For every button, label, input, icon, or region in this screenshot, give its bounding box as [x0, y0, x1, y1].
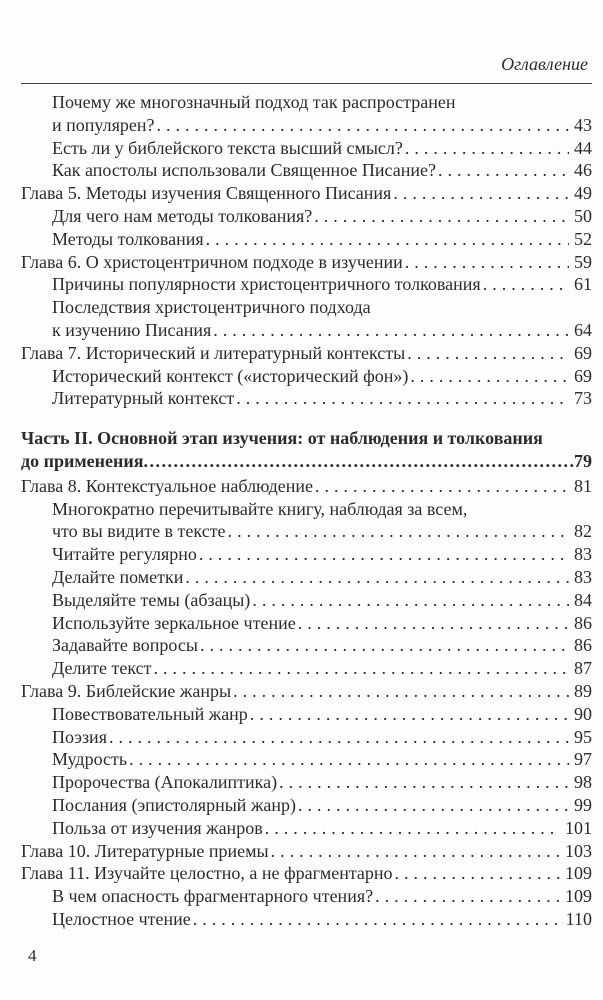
header-rule [21, 83, 592, 84]
toc-subsection-entry [21, 498, 592, 544]
toc-subsection-entry [21, 365, 592, 388]
toc-chapter-entry [21, 251, 592, 274]
leader-dots [198, 634, 569, 657]
toc-subsection-entry [21, 748, 592, 771]
toc-subsection-entry [21, 794, 592, 817]
toc-entry-label: В чем опасность фрагментарного чтения? [52, 886, 374, 907]
toc-subsection-entry [21, 273, 592, 296]
toc-entry-page: 73 [574, 388, 592, 409]
toc-entry-label: Как апостолы использовали Священное Писание? [52, 160, 436, 181]
toc-line [52, 273, 592, 296]
toc-entry-page: 98 [574, 772, 592, 793]
toc-subsection-entry [21, 543, 592, 566]
toc-entry-label: Пророчества (Апокалиптика) [52, 772, 278, 793]
toc-entry-label: Глава 9. Библейские жанры [21, 680, 232, 701]
toc-subsection-entry [21, 387, 592, 410]
toc-subsection-entry [21, 137, 592, 160]
toc-entry-page: 83 [574, 566, 592, 587]
toc-entry-label: Делайте пометки [52, 566, 184, 587]
leader-dots [226, 520, 569, 543]
toc-entry-page: 81 [574, 475, 592, 496]
toc-entry-page: 52 [574, 228, 592, 249]
toc-line [21, 862, 592, 885]
toc-entry-label: Мудрость [52, 749, 128, 770]
toc-entry-label: Задавайте вопросы [52, 635, 198, 656]
toc-line [52, 726, 592, 749]
toc-entry-label: Читайте регулярно [52, 544, 197, 565]
toc-entry-label: что вы видите в тексте [52, 521, 226, 542]
toc-entry-label: Делите текст [52, 658, 152, 679]
toc-entry-label: Глава 10. Литературные приемы [21, 840, 269, 861]
toc-entry-page: 82 [574, 521, 592, 542]
page-number: 4 [28, 946, 37, 965]
toc-list [21, 91, 592, 931]
toc-entry-page: 49 [574, 183, 592, 204]
leader-dots [154, 114, 569, 137]
toc-line [52, 703, 592, 726]
toc-entry-label: Исторический контекст («исторический фон») [52, 365, 409, 386]
leader-dots [312, 205, 569, 228]
toc-entry-page: 103 [565, 840, 592, 861]
toc-entry-label: к изучению Писания [52, 319, 212, 340]
toc-line [52, 794, 592, 817]
toc-entry-page: 97 [574, 749, 592, 770]
toc-entry-label: Выделяйте темы (абзацы) [52, 589, 251, 610]
toc-line [52, 159, 592, 182]
leader-dots [127, 748, 569, 771]
toc-line [21, 840, 592, 863]
leader-dots [197, 543, 569, 566]
toc-line [52, 137, 592, 160]
toc-line [52, 634, 592, 657]
toc-line [52, 885, 592, 908]
toc-entry-page: 109 [565, 886, 592, 907]
toc-entry-page: 101 [565, 817, 592, 838]
toc-subsection-entry [21, 205, 592, 228]
leader-dots [436, 159, 569, 182]
toc-chapter-entry [21, 475, 592, 498]
leader-dots [234, 387, 569, 410]
toc-subsection-entry [21, 296, 592, 342]
toc-line [52, 908, 592, 931]
toc-entry-page: 89 [574, 680, 592, 701]
toc-entry-page: 109 [565, 863, 592, 884]
leader-dots [277, 771, 569, 794]
toc-line [52, 205, 592, 228]
leader-dots [231, 680, 569, 703]
toc-line [52, 387, 592, 410]
toc-line [52, 566, 592, 589]
toc-subsection-entry [21, 726, 592, 749]
toc-entry-page: 79 [574, 450, 592, 471]
toc-line [52, 589, 592, 612]
toc-entry-label: Глава 5. Методы изучения Священного Писания [21, 183, 392, 204]
toc-line [52, 319, 592, 342]
toc-subsection-entry [21, 885, 592, 908]
toc-entry-label: Повествовательный жанр [52, 703, 248, 724]
toc-chapter-entry [21, 182, 592, 205]
leader-dots [269, 840, 560, 863]
toc-line [52, 520, 592, 543]
toc-entry-label: Методы толкования [52, 228, 204, 249]
toc-entry-label: Целостное чтение [52, 908, 191, 929]
leader-dots [313, 475, 569, 498]
leader-dots [408, 365, 569, 388]
toc-entry-label: Глава 6. О христоцентричном подходе в изучении [21, 251, 403, 272]
toc-entry-page: 50 [574, 205, 592, 226]
toc-subsection-entry [21, 908, 592, 931]
toc-entry-page: 83 [574, 544, 592, 565]
toc-subsection-entry [21, 703, 592, 726]
toc-line [21, 182, 592, 205]
toc-entry-page: 86 [574, 612, 592, 633]
leader-dots [391, 182, 569, 205]
leader-dots [403, 137, 569, 160]
toc-entry-label: Причины популярности христоцентричного толкования [52, 274, 481, 295]
leader-dots [405, 342, 569, 365]
leader-dots [151, 657, 569, 680]
toc-entry-page: 87 [574, 658, 592, 679]
toc-line [52, 748, 592, 771]
toc-entry-page: 110 [565, 908, 592, 929]
toc-entry-label: до применения [21, 450, 144, 471]
toc-line [52, 365, 592, 388]
toc-entry-label: Последствия христоцентричного подхода [52, 297, 371, 318]
toc-entry-label: Поэзия [52, 726, 107, 747]
toc-subsection-entry [21, 566, 592, 589]
leader-dots [191, 908, 561, 931]
toc-entry-label: Используйте зеркальное чтение [52, 612, 296, 633]
toc-entry-label: Польза от изучения жанров [52, 817, 263, 838]
toc-subsection-entry [21, 771, 592, 794]
toc-entry-page: 61 [574, 274, 592, 295]
leader-dots [183, 566, 569, 589]
toc-line [52, 771, 592, 794]
leader-dots [403, 251, 569, 274]
running-head: Оглавление [501, 54, 588, 74]
toc-line [52, 657, 592, 680]
toc-entry-page: 69 [574, 342, 592, 363]
toc-entry-page: 44 [574, 137, 592, 158]
toc-subsection-entry [21, 91, 592, 137]
toc-entry-page: 90 [574, 703, 592, 724]
toc-subsection-entry [21, 657, 592, 680]
toc-part-entry [21, 427, 592, 473]
toc-entry-label: Часть II. Основной этап изучения: от наблюдения и толкования [21, 428, 543, 449]
toc-entry-label: Глава 8. Контекстуальное наблюдение [21, 475, 313, 496]
toc-entry-label: Послания (эпистолярный жанр) [52, 794, 296, 815]
toc-line [21, 342, 592, 365]
leader-dots [250, 589, 569, 612]
toc-line [21, 251, 592, 274]
toc-subsection-entry [21, 159, 592, 182]
toc-line [52, 498, 592, 521]
toc-entry-label: Почему же многозначный подход так распространен [52, 92, 456, 112]
leader-dots [143, 450, 574, 473]
leader-dots [211, 319, 569, 342]
toc-line [52, 228, 592, 251]
toc-line [21, 475, 592, 498]
toc-line [52, 91, 592, 114]
leader-dots [373, 885, 560, 908]
leader-dots [204, 228, 569, 251]
toc-entry-label: Глава 7. Исторический и литературный контексты [21, 342, 406, 363]
toc-line [52, 612, 592, 635]
toc-entry-page: 46 [574, 160, 592, 181]
toc-entry-page: 99 [574, 794, 592, 815]
toc-entry-page: 95 [574, 726, 592, 747]
toc-line [52, 817, 592, 840]
toc-line [21, 427, 592, 450]
leader-dots [296, 612, 569, 635]
toc-entry-label: и популярен? [52, 114, 155, 135]
toc-line [52, 114, 592, 137]
toc-line [21, 450, 592, 473]
toc-entry-label: Многократно перечитывайте книгу, наблюдая за всем, [52, 498, 468, 519]
leader-dots [393, 862, 560, 885]
leader-dots [296, 794, 569, 817]
toc-entry-label: Есть ли у библейского текста высший смысл? [52, 137, 403, 158]
toc-subsection-entry [21, 612, 592, 635]
leader-dots [481, 273, 569, 296]
toc-chapter-entry [21, 862, 592, 885]
toc-chapter-entry [21, 680, 592, 703]
leader-dots [248, 703, 569, 726]
toc-line [52, 296, 592, 319]
leader-dots [107, 726, 569, 749]
toc-subsection-entry [21, 634, 592, 657]
toc-chapter-entry [21, 342, 592, 365]
toc-entry-page: 59 [574, 251, 592, 272]
toc-entry-page: 84 [574, 589, 592, 610]
toc-entry-label: Литературный контекст [52, 388, 235, 409]
toc-chapter-entry [21, 840, 592, 863]
toc-line [52, 543, 592, 566]
toc-entry-page: 64 [574, 319, 592, 340]
leader-dots [263, 817, 560, 840]
toc-entry-label: Для чего нам методы толкования? [52, 205, 313, 226]
toc-entry-label: Глава 11. Изучайте целостно, а не фрагментарно [21, 863, 393, 884]
toc-subsection-entry [21, 589, 592, 612]
toc-entry-page: 43 [574, 114, 592, 135]
toc-line [21, 680, 592, 703]
toc-subsection-entry [21, 228, 592, 251]
toc-subsection-entry [21, 817, 592, 840]
toc-entry-page: 86 [574, 635, 592, 656]
toc-entry-page: 69 [574, 365, 592, 386]
